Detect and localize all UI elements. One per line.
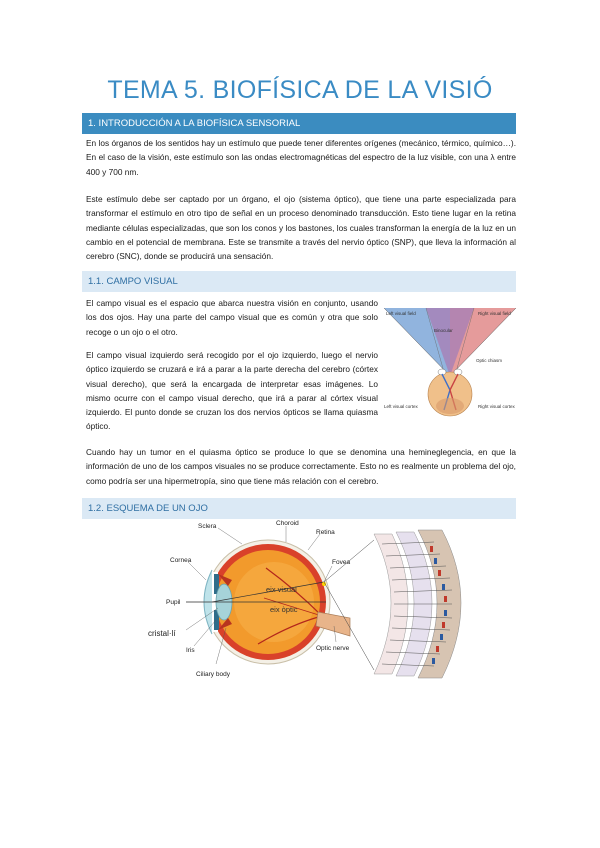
label-cristal: cristal·lí bbox=[148, 629, 176, 638]
section-heading-eye-scheme: 1.2. ESQUEMA DE UN OJO bbox=[82, 498, 516, 519]
label-choroid: Choroid bbox=[276, 520, 299, 527]
label-ciliary-body: Ciliary body bbox=[196, 671, 230, 678]
eye-anatomy-diagram bbox=[146, 520, 482, 684]
svg-text:Right visual cortex: Right visual cortex bbox=[478, 404, 515, 409]
label-pupil: Pupil bbox=[166, 599, 181, 606]
paragraph-stimulus: En los órganos de los sentidos hay un estímulo que puede tener diferentes orígenes (mecánico, térmico, químico…). En el caso de la visión, este estímulo son las ondas electromagnéticas del espectro de la luz visible, con una λ entre 400 y 700 nm. bbox=[86, 138, 516, 177]
visual-field-figure bbox=[382, 298, 518, 418]
svg-text:Right visual field: Right visual field bbox=[478, 311, 511, 316]
label-retina: Retina bbox=[316, 529, 335, 536]
section-heading-introduction: 1. INTRODUCCIÓN A LA BIOFÍSICA SENSORIAL bbox=[82, 113, 516, 134]
label-iris: Iris bbox=[186, 647, 195, 654]
label-optic-nerve: Optic nerve bbox=[316, 645, 350, 652]
svg-text:Binocular: Binocular bbox=[434, 328, 453, 333]
label-optical-axis: eix òptic bbox=[270, 605, 298, 614]
page-title: TEMA 5. BIOFÍSICA DE LA VISIÓ bbox=[107, 76, 493, 104]
label-cornea: Cornea bbox=[170, 557, 192, 564]
svg-text:Left visual field: Left visual field bbox=[386, 311, 416, 316]
label-fovea: Fovea bbox=[332, 559, 351, 566]
paragraph-hemineglect: Cuando hay un tumor en el quiasma óptico se produce lo que se denomina una hemineglegencia, en que la información de uno de los campos visuales no se produce correctamente. Esto no es realmente un problema del ojo, como podría ser una hipermetropía, sino que tiene más relación con el cerebro. bbox=[86, 447, 516, 486]
paragraph-visual-field: El campo visual es el espacio que abarca nuestra visión en conjunto, usando los dos ojos. Hay una parte del campo visual que es común y otra que solo recoge o un ojo o el otro. bbox=[86, 298, 378, 337]
label-visual-axis: eix visual bbox=[266, 585, 297, 594]
paragraph-optic-chiasm: El campo visual izquierdo será recogido por el ojo izquierdo, luego el nervio óptico izquierdo se cruzará e irá a parar a la parte derecha del cerebro (córtex visual derecho), que será la encargada de interpretar esas imágenes. Lo mismo ocurre con el campo visual derecho, que irá a parar al córtex visual izquierdo. El punto donde se cruzan los dos nervios ópticos se llama quiasma óptico. bbox=[86, 350, 378, 432]
svg-text:Optic chiasm: Optic chiasm bbox=[476, 358, 503, 363]
svg-text:Left visual cortex: Left visual cortex bbox=[384, 404, 418, 409]
paragraph-transduction: Este estímulo debe ser captado por un órgano, el ojo (sistema óptico), que tiene una parte especializada para transformar el estímulo en otro tipo de señal en un proceso denominado transducción. Esto tiene lugar en la retina mediante células especializadas, que son los conos y los bastones, los cuales transforman la energía de la luz en un cambio en el potencial de membrana. Este se transmite a través del nervio óptico (SNP), que lleva la información al cerebro (SNC), donde se producirá una sensación. bbox=[86, 194, 516, 262]
section-heading-visual-field: 1.1. CAMPO VISUAL bbox=[82, 271, 516, 292]
label-sclera: Sclera bbox=[198, 523, 217, 530]
